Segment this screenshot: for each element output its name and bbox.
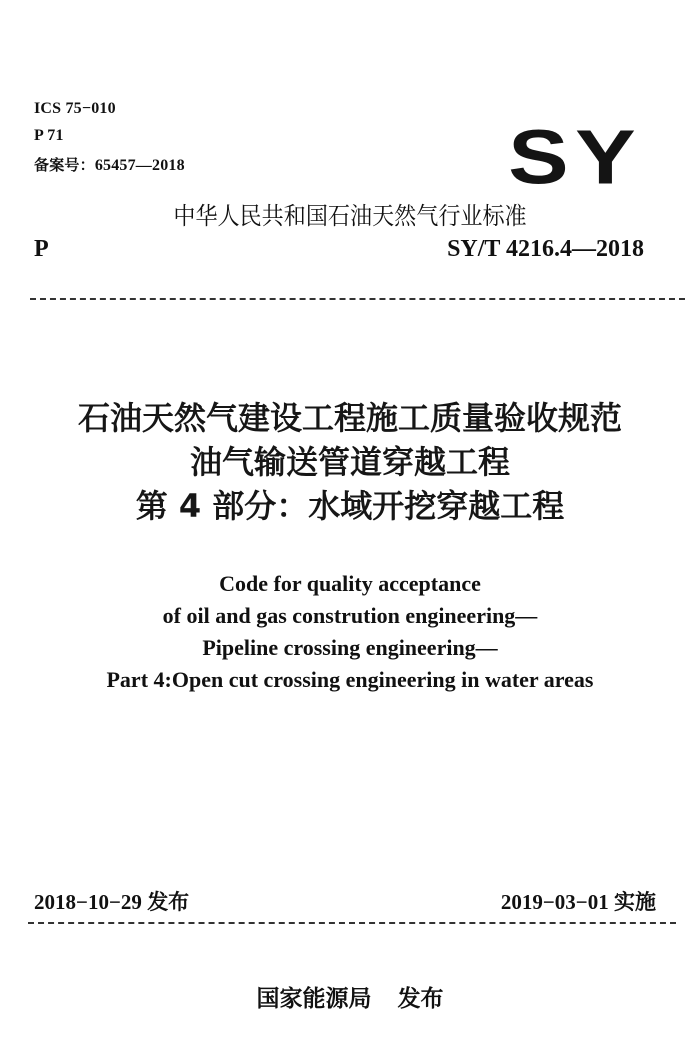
en-title-line-1: Code for quality acceptance [219,571,481,596]
issue-date [34,886,189,916]
filing-record [34,154,185,175]
sy-logo: SY [508,113,642,200]
implementation-date-label: 实施 [614,890,656,914]
issue-date-label: 发布 [147,890,190,914]
standard-number: SY/T 4216.4—2018 [447,236,644,262]
cn-title-line-3: 第 4 部分：水域开挖穿越工程 [135,487,565,525]
en-title-line-3: Pipeline crossing engineering— [202,635,498,660]
issue-date-value: 2018−10−29 [34,890,142,914]
header-divider [30,298,685,300]
footer-divider [28,922,676,924]
implementation-date-value: 2019−03−01 [500,890,609,914]
filing-label: 备案号： [34,156,95,174]
en-title-line-2: of oil and gas constrution engineering— [162,603,538,628]
en-title-line-4: Part 4:Open cut crossing engineering in water areas [106,667,594,692]
implementation-date [501,886,656,916]
category-code: P [34,236,49,262]
ccs-code: P 71 [34,127,64,144]
industry-standard-title: 中华人民共和国石油天然气行业标准 [173,202,527,230]
ics-code: ICS 75−010 [34,100,116,117]
cn-title-line-2: 油气输送管道穿越工程 [189,443,510,481]
cn-title-line-1: 石油天然气建设工程施工质量验收规范 [77,399,622,437]
issuing-authority: 国家能源局 发布 [256,986,444,1012]
filing-number: 65457—2018 [94,157,185,174]
